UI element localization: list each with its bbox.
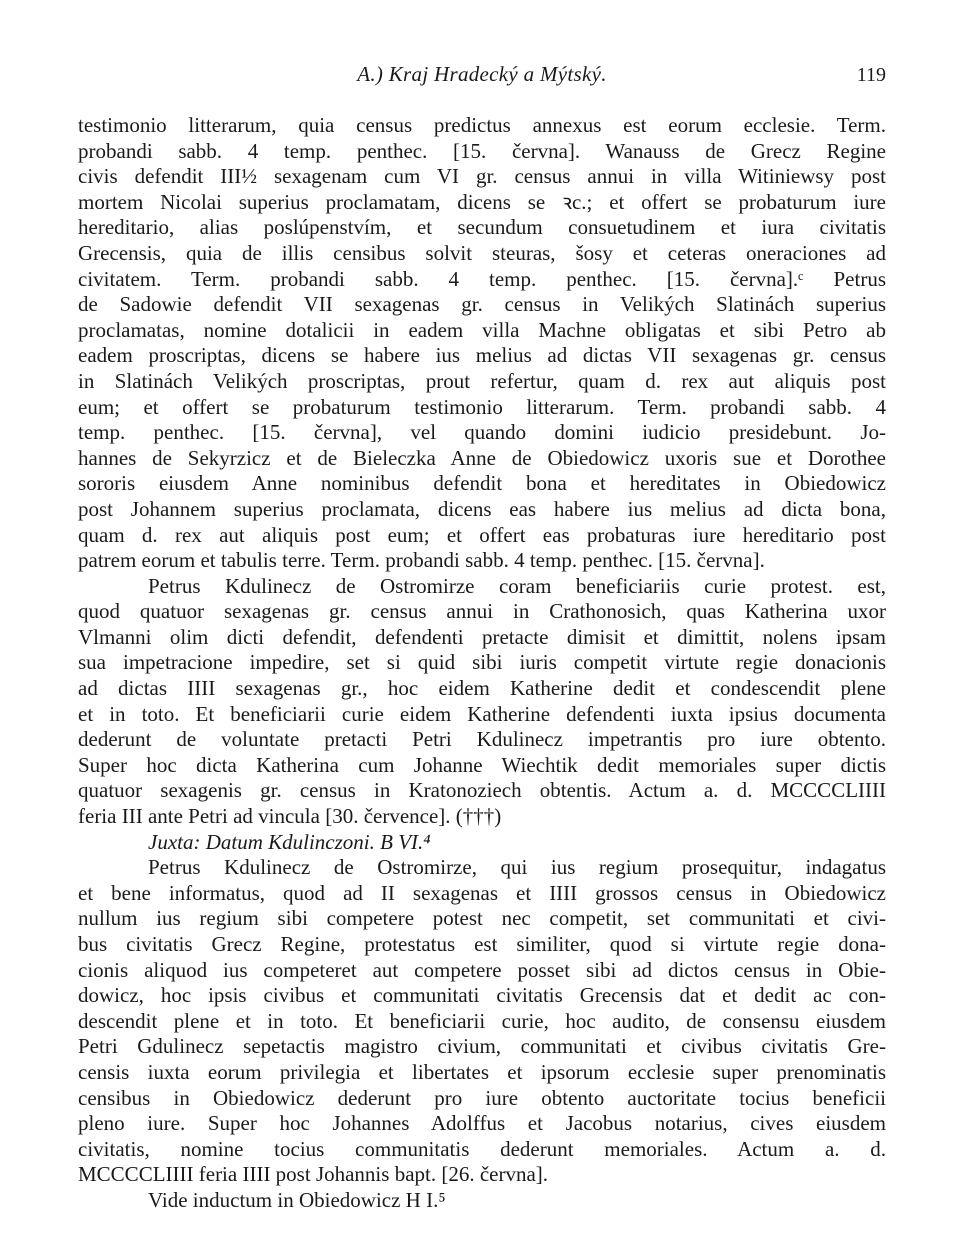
paragraph-start-line: Vide inductum in Obiedowicz H I.⁵ bbox=[148, 1187, 446, 1212]
text-line: bus civitatis Grecz Regine, protestatus est similiter, quod si virtute regie dona- bbox=[78, 932, 886, 956]
text-line: probandi sabb. 4 temp. penthec. [15. června]. Wanauss de Grecz Regine bbox=[78, 138, 886, 163]
text-line: quod quatuor sexagenas gr. census annui in Crathonosich, quas Katherina uxor bbox=[78, 599, 886, 624]
paragraph-start-line: Petrus Kdulinecz de Ostromirze coram beneficiariis curie protest. est, bbox=[148, 573, 886, 598]
text-line: Super hoc dicta Katherina cum Johanne Wiechtik dedit memoriales super dictis bbox=[78, 752, 886, 777]
text-line: pleno iure. Super hoc Johannes Adolffus et Jacobus notarius, cives eiusdem bbox=[78, 1111, 886, 1136]
text-line: de Sadowie defendit VII sexagenas gr. census in Velikých Slatinách superius bbox=[78, 292, 886, 317]
text-line: hannes de Sekyrzicz et de Bieleczka Anne de Obiedowicz uxoris sue et Dorothee bbox=[78, 445, 886, 470]
text-line: feria III ante Petri ad vincula [30. července]. (†††) bbox=[78, 804, 502, 829]
text-line: mortem Nicolai superius proclamatam, dicens se ꝛc.; et offert se probaturum iure bbox=[78, 189, 886, 214]
text-line: dederunt de voluntate pretacti Petri Kdulinecz impetrantis pro iure obtento. bbox=[78, 727, 886, 752]
text-line: quatuor sexagenis gr. census in Kratonoziech obtentis. Actum a. d. MCCCCLIIII bbox=[78, 778, 886, 803]
page-header bbox=[78, 62, 886, 92]
text-line: dowicz, hoc ipsis civibus et communitati civitatis Grecensis dat et dedit ac con- bbox=[78, 983, 886, 1008]
text-line: Grecensis, quia de illis censibus solvit steuras, šosy et ceteras oneraciones ad bbox=[78, 240, 886, 265]
text-line: cionis aliquod ius competeret aut competere posset sibi ad dictos census in Obie- bbox=[78, 957, 886, 982]
text-line: MCCCCLIIII feria IIII post Johannis bapt. [26. června]. bbox=[78, 1162, 549, 1187]
text-line: et bene informatus, quod ad II sexagenas et IIII grossos census in Obiedowicz bbox=[78, 880, 886, 905]
text-line: censibus in Obiedowicz dederunt pro iure obtento auctoritate tocius beneficii bbox=[78, 1085, 886, 1110]
text-line: post Johannem superius proclamata, dicens eas habere ius melius ad dicta bona, bbox=[78, 496, 886, 521]
text-line: civitatis, nomine tocius communitatis dederunt memoriales. Actum a. d. bbox=[78, 1136, 886, 1161]
text-line: censis iuxta eorum privilegia et libertates et ipsorum ecclesie super prenominatis bbox=[78, 1059, 886, 1084]
body-text bbox=[78, 113, 886, 1214]
juxta-note-line: Juxta: Datum Kdulinczoni. B VI.⁴ bbox=[148, 829, 431, 854]
text-line: quam d. rex aut aliquis post eum; et offert eas probaturas iure hereditario post bbox=[78, 522, 886, 547]
running-head: A.) Kraj Hradecký a Mýtský. bbox=[357, 62, 607, 86]
text-line: et in toto. Et beneficiarii curie eidem Katherine defendenti iuxta ipsius documenta bbox=[78, 701, 886, 726]
text-line: ad dictas IIII sexagenas gr., hoc eidem Katherine dedit et condescendit plene bbox=[78, 676, 886, 701]
text-line: eadem proscriptas, dicens se habere ius melius ad dictas VII sexagenas gr. census bbox=[78, 343, 886, 368]
text-line: eum; et offert se probaturum testimonio litterarum. Term. probandi sabb. 4 bbox=[78, 394, 886, 419]
text-line: in Slatinách Velikých proscriptas, prout refertur, quam d. rex aut aliquis post bbox=[78, 368, 886, 393]
text-line: nullum ius regium sibi competere potest nec competit, set communitati et civi- bbox=[78, 906, 886, 931]
text-line: civis defendit III½ sexagenam cum VI gr. census annui in villa Witiniewsy post bbox=[78, 164, 886, 189]
page-number: 119 bbox=[856, 64, 886, 86]
text-line: sororis eiusdem Anne nominibus defendit bona et hereditates in Obiedowicz bbox=[78, 471, 886, 496]
text-line: patrem eorum et tabulis terre. Term. probandi sabb. 4 temp. penthec. [15. června]. bbox=[78, 548, 765, 573]
text-line: Vlmanni olim dicti defendit, defendenti pretacte dimisit et dimittit, nolens ipsam bbox=[78, 624, 886, 649]
text-line: sua impetracione impedire, set si quid sibi iuris competit virtute regie donacionis bbox=[78, 650, 886, 675]
text-line: descendit plene et in toto. Et beneficiarii curie, hoc audito, de consensu eiusdem bbox=[78, 1008, 886, 1033]
text-line: hereditario, alias poslúpenstvím, et secundum consuetudinem et iura civitatis bbox=[78, 215, 886, 240]
text-line: Petri Gdulinecz sepetactis magistro civium, communitati et civibus civitatis Gre- bbox=[78, 1034, 886, 1059]
paragraph-start-line: Petrus Kdulinecz de Ostromirze, qui ius regium prosequitur, indagatus bbox=[148, 855, 886, 880]
text-line: testimonio litterarum, quia census predictus annexus est eorum ecclesie. Term. bbox=[78, 113, 886, 137]
text-line: temp. penthec. [15. června], vel quando domini iudicio presidebunt. Jo- bbox=[78, 420, 886, 445]
text-line: civitatem. Term. probandi sabb. 4 temp. penthec. [15. června].ᶜ Petrus bbox=[78, 266, 886, 291]
text-line: proclamatas, nomine dotalicii in eadem villa Machne obligatas et sibi Petro ab bbox=[78, 317, 886, 342]
